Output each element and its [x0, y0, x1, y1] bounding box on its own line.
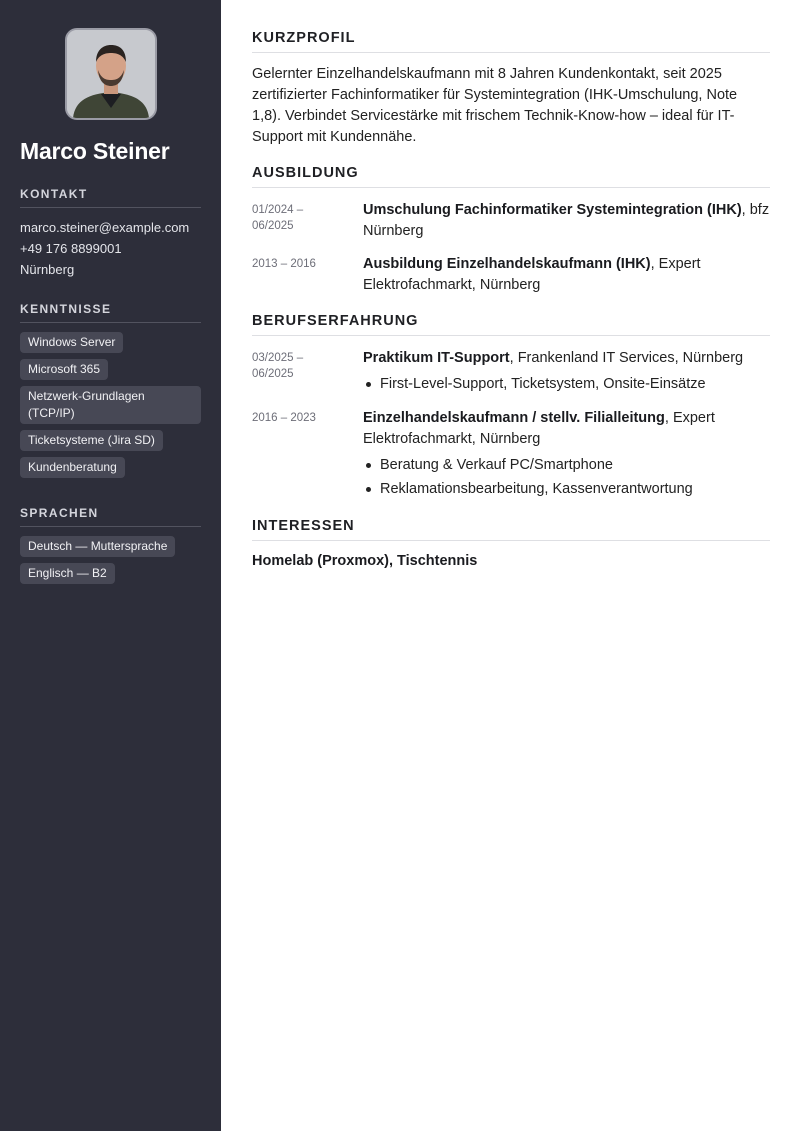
skill-chip: Netzwerk-Grundlagen (TCP/IP) — [20, 386, 201, 424]
profile-photo — [65, 28, 157, 120]
contact-list — [20, 217, 201, 280]
contact-phone[interactable]: +49 176 8899001 — [20, 241, 122, 256]
interests-section — [252, 518, 770, 569]
main-content — [252, 30, 770, 586]
summary-section — [252, 30, 770, 148]
entry-body — [363, 254, 770, 296]
entry-date — [252, 254, 363, 296]
entry-body — [363, 348, 770, 396]
education-entry — [252, 254, 770, 296]
entry-date — [252, 348, 363, 396]
languages-list — [20, 536, 201, 590]
bullet-item: First-Level-Support, Ticketsystem, Onsite-Einsätze — [363, 372, 770, 396]
entry-title: Umschulung Fachinformatiker Systemintegration (IHK) — [363, 202, 742, 218]
entry-title: Einzelhandelskaufmann / stellv. Filialleitung — [363, 410, 665, 426]
contact-heading: KONTAKT — [20, 187, 201, 208]
experience-section — [252, 313, 770, 501]
entry-body — [363, 408, 770, 501]
education-entry — [252, 200, 770, 242]
skill-chip: Kundenberatung — [20, 457, 125, 478]
skill-chip: Microsoft 365 — [20, 359, 108, 380]
candidate-name: Marco Steiner — [20, 138, 170, 164]
interests-heading: INTERESSEN — [252, 518, 770, 541]
skills-list — [20, 332, 201, 484]
summary-text: Gelernter Einzelhandelskaufmann mit 8 Jahren Kundenkontakt, seit 2025 zertifizierter Fachinformatiker für Systemintegration (IHK-Umschulung, Note 1,8). Verbindet Servicestärke mit frischem Technik-Know-how – ideal für IT-Support mit Kundennähe. — [252, 66, 738, 145]
experience-entry — [252, 348, 770, 396]
summary-heading: KURZPROFIL — [252, 30, 770, 53]
languages-heading: SPRACHEN — [20, 506, 201, 527]
sidebar — [0, 0, 221, 1131]
interests-text: Homelab (Proxmox), Tischtennis — [252, 553, 478, 569]
language-chip: Deutsch — Muttersprache — [20, 536, 175, 557]
contact-email[interactable]: marco.steiner@example.com — [20, 220, 190, 235]
date-line: 06/2025 — [252, 368, 294, 380]
date-line: 03/2025 – — [252, 352, 304, 364]
entry-title: Praktikum IT-Support — [363, 350, 510, 366]
date-line: 06/2025 — [252, 220, 294, 232]
bullet-item: Reklamationsbearbeitung, Kassenverantwortung — [363, 477, 770, 501]
experience-entry — [252, 408, 770, 501]
education-section — [252, 165, 770, 296]
skill-chip: Windows Server — [20, 332, 123, 353]
entry-date — [252, 408, 363, 501]
education-heading: AUSBILDUNG — [252, 165, 770, 188]
entry-date — [252, 200, 363, 242]
entry-place: , Expert Elektrofachmarkt, Nürnberg — [363, 256, 701, 293]
date-line: 01/2024 – — [252, 204, 304, 216]
entry-place: , bfz Nürnberg — [363, 202, 770, 239]
date-line: 2016 – 2023 — [252, 412, 316, 424]
skills-heading: KENNTNISSE — [20, 302, 201, 323]
person-portrait-icon — [67, 30, 155, 118]
entry-body — [363, 200, 770, 242]
entry-title: Ausbildung Einzelhandelskaufmann (IHK) — [363, 256, 651, 272]
entry-bullets — [363, 453, 770, 501]
skill-chip: Ticketsysteme (Jira SD) — [20, 430, 163, 451]
experience-heading: BERUFSERFAHRUNG — [252, 313, 770, 336]
bullet-item: Beratung & Verkauf PC/Smartphone — [363, 453, 770, 477]
date-line: 2013 – 2016 — [252, 258, 316, 270]
contact-location: Nürnberg — [20, 262, 75, 277]
language-chip: Englisch — B2 — [20, 563, 115, 584]
entry-place: , Expert Elektrofachmarkt, Nürnberg — [363, 410, 715, 447]
entry-place: , Frankenland IT Services, Nürnberg — [509, 350, 744, 366]
entry-bullets — [363, 372, 770, 396]
